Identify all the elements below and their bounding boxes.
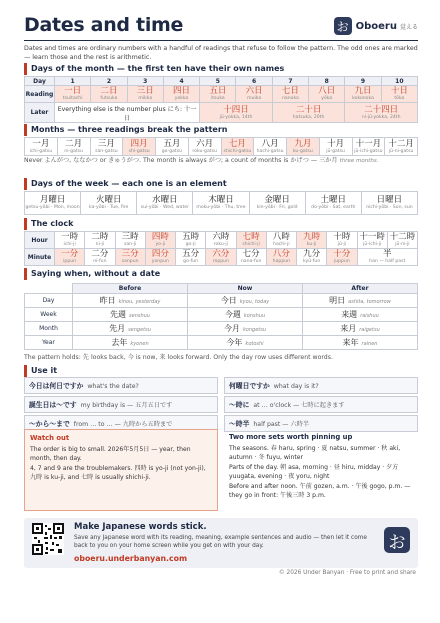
later-cell-reading: jū-yokka, 14th	[219, 114, 253, 120]
later-cell-kanji: 二十四日	[364, 104, 399, 115]
saying-before	[73, 336, 188, 350]
weekday-cell-reading: moku-yōbi · Thu, tree	[196, 205, 246, 210]
day-cell	[345, 86, 381, 103]
saying-reading: kotoshi	[245, 341, 264, 347]
later-cell-reading: hatsuka, 20th	[292, 114, 325, 120]
month-cell-kanji: 三月	[97, 138, 115, 149]
day-cell	[91, 86, 127, 103]
weekday-cell	[137, 192, 193, 215]
hour-cell-kanji: 五時	[182, 232, 200, 242]
use-phrase	[224, 396, 418, 413]
saying-kanji: 明日	[329, 296, 346, 305]
minute-cell-reading: sanpun	[121, 259, 139, 264]
saying-row-label: Day	[25, 294, 73, 308]
month-cell-reading: san-gatsu	[95, 148, 118, 154]
later-cell-reading: ni-jū-yokka, 24th	[361, 114, 401, 120]
day-cell-kanji: 五日	[209, 86, 227, 96]
day-cell	[127, 86, 163, 103]
row-label: Day	[25, 77, 55, 86]
weekday-cell-reading: sui-yōbi · Wed, water	[140, 205, 189, 210]
minute-cell	[357, 249, 418, 266]
weekday-cell-reading: kin-yōbi · Fri, gold	[256, 205, 298, 210]
use-phrase-en: at … o'clock — 七時に起きます	[253, 402, 345, 409]
day-cell-kanji: 一日	[64, 86, 82, 96]
use-phrase-en: half past — 六時半	[253, 421, 310, 428]
day-cell-reading: tōka	[394, 96, 405, 101]
saying-before	[73, 322, 188, 336]
day-number: 4	[163, 77, 199, 86]
day-cell-kanji: 八日	[318, 86, 336, 96]
minute-cell	[176, 249, 206, 266]
watch-p2: 4, 7 and 9 are the troublemakers. 四時 is yo-ji (not yon-ji), 九時 is ku-ji, and 七時 is usually shichi-ji.	[30, 465, 206, 481]
later-cell	[272, 103, 345, 123]
month-cell	[221, 138, 254, 156]
later-cell	[345, 103, 418, 123]
minute-cell	[145, 249, 175, 266]
month-cell-kanji: 八月	[261, 138, 279, 149]
hour-cell-kanji: 一時	[61, 232, 79, 242]
watch-out-box	[24, 429, 218, 511]
saying-kanji: 今週	[224, 310, 241, 319]
hour-cell-kanji: 十二時	[389, 232, 416, 242]
weekday-cell-kanji: 土曜日	[320, 195, 347, 205]
saying-reading: kinou, yesterday	[118, 299, 161, 305]
more-p3: Before and after noon. 午前 gozen, a.m. · 午後 gogo, p.m. — they go in front: 午後三時 3 p.m.	[229, 483, 411, 499]
use-phrase-jp: 〜時半	[229, 420, 250, 428]
minute-cell	[266, 249, 296, 266]
day-number: 5	[200, 77, 236, 86]
month-cell-kanji: 十一月	[355, 138, 382, 149]
month-cell-kanji: 七月	[228, 138, 246, 149]
later-cell-kanji: 二十日	[295, 104, 322, 115]
month-cell	[90, 138, 123, 156]
minute-cell-reading: ni-fun	[93, 259, 107, 264]
minute-cell	[85, 249, 115, 266]
saying-kanji: 昨日	[99, 296, 116, 305]
use-phrase-jp: 何曜日ですか	[229, 382, 270, 390]
minute-cell-kanji: 二分	[91, 249, 109, 259]
hour-cell-kanji: 八時	[272, 232, 290, 242]
minute-cell-kanji: 七分	[242, 249, 260, 259]
footer-title: Make Japanese words stick.	[74, 522, 207, 532]
saying-after	[303, 322, 418, 336]
use-phrase	[24, 377, 218, 394]
hour-cell	[206, 232, 236, 249]
day-cell-kanji: 四日	[173, 86, 191, 96]
day-number: 7	[272, 77, 308, 86]
weekday-cell-kanji: 水曜日	[152, 195, 178, 205]
section-months: Months — three readings break the pattern	[24, 124, 418, 136]
saying-now	[188, 308, 303, 322]
day-number: 8	[309, 77, 345, 86]
section-saying: Saying when, without a date	[24, 268, 418, 280]
section-use: Use it	[24, 365, 418, 377]
weekday-cell-kanji: 月曜日	[39, 195, 66, 205]
hour-cell	[387, 232, 417, 249]
day-cell-kanji: 七日	[281, 86, 299, 96]
day-cell	[381, 86, 417, 103]
minute-cell-kanji: 三分	[121, 249, 139, 259]
days-table	[24, 76, 418, 123]
use-phrase-jp: 〜から〜まで	[29, 420, 70, 428]
saying-header: Now	[188, 284, 303, 294]
later-cell-kanji: 十四日	[223, 104, 249, 115]
day-cell-kanji: 三日	[136, 86, 154, 96]
minute-cell-kanji: 一分	[61, 249, 79, 259]
minute-cell-kanji: 四分	[151, 249, 169, 259]
header	[24, 14, 418, 40]
hour-cell-reading: yo-ji	[155, 242, 166, 247]
watch-title: Watch out	[30, 434, 70, 442]
month-cell-reading: go-gatsu	[161, 148, 183, 154]
page-title: Dates and time	[24, 14, 184, 36]
hour-cell-kanji: 十一時	[359, 232, 385, 242]
weekday-cell	[193, 192, 249, 215]
saying-kanji: 来月	[340, 324, 357, 333]
hour-cell-reading: ni-ji	[95, 242, 105, 247]
use-phrase-jp: 誕生日は〜です	[29, 401, 77, 409]
hour-cell	[236, 232, 266, 249]
row-label: Later	[25, 103, 55, 123]
saying-before	[73, 294, 188, 308]
day-number: 10	[381, 77, 417, 86]
months-note: Never よんがつ, ななかつ or きゅうがつ. The month is always がつ; a count of months is かげつ — 三か月 three months.	[24, 157, 379, 164]
weekday-cell	[305, 192, 361, 215]
hour-cell-reading: go-ji	[185, 242, 196, 247]
saying-table	[24, 283, 418, 350]
month-cell-reading: hachi-gatsu	[256, 148, 284, 154]
day-cell	[309, 86, 345, 103]
hour-cell-kanji: 七時	[242, 232, 260, 242]
minute-cell-reading: kyū-fun	[303, 259, 321, 264]
month-cell-kanji: 十月	[327, 138, 345, 149]
day-cell-reading: nanoka	[282, 96, 299, 101]
day-cell-reading: kokonoka	[352, 96, 374, 101]
hour-cell	[85, 232, 115, 249]
use-phrase-jp: 〜時に	[229, 401, 250, 409]
weekday-cell	[361, 192, 417, 215]
minute-cell	[55, 249, 85, 266]
use-phrase-en: from … to … — 九時から五時まで	[73, 421, 173, 428]
row-label: Hour	[25, 232, 55, 249]
month-cell-reading: jū-ni-gatsu	[388, 148, 414, 154]
month-cell-reading: shi-gatsu	[128, 148, 150, 154]
minute-cell-reading: han — half past	[369, 259, 406, 264]
month-cell-reading: jū-ichi-gatsu	[354, 148, 383, 154]
month-cell	[254, 138, 287, 156]
saying-after	[303, 336, 418, 350]
header-divider	[24, 40, 418, 41]
minute-cell-reading: go-fun	[183, 259, 199, 264]
saying-kanji: 先月	[109, 324, 126, 333]
saying-kanji: 来週	[341, 310, 358, 319]
weekday-cell-kanji: 日曜日	[376, 195, 403, 205]
hour-cell-kanji: 四時	[151, 232, 169, 242]
saying-reading: sengetsu	[128, 327, 151, 333]
day-cell-kanji: 十日	[390, 86, 408, 96]
later-note: Everything else is the number plus にち: 十一日	[55, 103, 200, 123]
weekday-cell	[81, 192, 137, 215]
hour-cell-reading: hachi-ji	[273, 242, 290, 247]
saying-header: After	[303, 284, 418, 294]
minute-cell-reading: roppun	[212, 259, 229, 264]
saying-after	[303, 308, 418, 322]
saying-kanji: 去年	[111, 338, 128, 347]
saying-row-label: Week	[25, 308, 73, 322]
hour-cell	[266, 232, 296, 249]
day-cell-reading: itsuka	[210, 96, 225, 101]
saying-kanji: 先週	[110, 310, 127, 319]
brand-sub: 覚える	[399, 23, 418, 31]
footer-logo-icon: お	[384, 527, 410, 553]
more-sets-box	[224, 429, 418, 511]
brand-logo-icon: お	[334, 17, 352, 35]
saying-reading: senshuu	[129, 313, 150, 319]
day-cell-reading: mikka	[138, 96, 153, 101]
day-cell-kanji: 九日	[354, 86, 372, 96]
minute-cell-kanji: 十分	[333, 249, 351, 259]
hour-cell-kanji: 十時	[333, 232, 351, 242]
section-days: Days of the month — the first ten have their own names	[24, 63, 418, 75]
month-cell	[352, 138, 385, 156]
saying-now	[188, 294, 303, 308]
later-cell	[200, 103, 273, 123]
watch-p1: The order is big to small. 2026年5月5日 — year, then month, then day.	[30, 446, 191, 462]
day-number: 2	[91, 77, 127, 86]
minute-cell-reading: yonpun	[151, 259, 169, 264]
weekday-cell-kanji: 火曜日	[95, 195, 122, 205]
month-cell-reading: ni-gatsu	[64, 148, 83, 154]
minute-cell-kanji: 半	[382, 249, 392, 259]
month-cell-kanji: 六月	[196, 138, 214, 149]
more-title: Two more sets worth pinning up	[229, 433, 353, 441]
minute-cell-kanji: 九分	[303, 249, 321, 259]
hour-cell-reading: san-ji	[123, 242, 137, 247]
month-cell-reading: shichi-gatsu	[223, 148, 252, 154]
minute-cell-reading: happun	[272, 259, 291, 264]
hour-cell	[297, 232, 327, 249]
minute-cell-reading: juppun	[333, 259, 350, 264]
month-cell	[188, 138, 221, 156]
saying-kanji: 来年	[342, 338, 359, 347]
hour-cell	[176, 232, 206, 249]
copyright: © 2026 Under Banyan · Free to print and share	[278, 570, 416, 576]
saying-row-label: Year	[25, 336, 73, 350]
hour-cell-reading: shichi-ji	[242, 242, 260, 247]
weekdays-table	[24, 191, 418, 215]
minute-cell-kanji: 八分	[272, 249, 290, 259]
saying-reading: ashita, tomorrow	[348, 299, 391, 305]
minute-cell-reading: nana-fun	[240, 259, 262, 264]
day-cell-kanji: 六日	[245, 86, 263, 96]
use-phrase-jp: 今日は何日ですか	[29, 382, 84, 390]
day-cell	[163, 86, 199, 103]
brand-name: Oboeru	[355, 20, 397, 32]
clock-table	[24, 231, 418, 266]
saying-kanji: 今年	[226, 338, 243, 347]
months-table	[24, 137, 418, 156]
saying-reading: kyou, today	[239, 299, 270, 305]
month-cell-reading: roku-gatsu	[192, 148, 217, 154]
weekday-cell-kanji: 木曜日	[208, 195, 234, 205]
hour-cell-reading: ku-ji	[306, 242, 317, 247]
section-clock: The clock	[24, 218, 418, 230]
saying-reading: kongetsu	[242, 327, 267, 333]
more-p1: The seasons. 春 haru, spring · 夏 natsu, summer · 秋 aki, autumn · 冬 fuyu, winter	[229, 445, 401, 461]
footer-desc: Save any Japanese word with its reading, meaning, example sentences and audio — then let it come back to you on your home screen while you get on with your day.	[74, 535, 367, 549]
weekday-cell-reading: nichi-yōbi · Sun, sun	[366, 205, 413, 210]
minute-cell	[236, 249, 266, 266]
day-number: 1	[55, 77, 91, 86]
weekday-cell	[25, 192, 81, 215]
day-cell-reading: muika	[247, 96, 262, 101]
month-cell-kanji: 五月	[163, 138, 181, 149]
month-cell-kanji: 四月	[130, 138, 148, 149]
hour-cell-kanji: 二時	[91, 232, 109, 242]
month-cell-reading: ichi-gatsu	[29, 148, 53, 154]
weekday-cell	[249, 192, 305, 215]
weekday-cell-reading: do-yōbi · Sat, earth	[311, 205, 356, 210]
minute-cell	[297, 249, 327, 266]
day-cell	[55, 86, 91, 103]
day-cell-reading: yōka	[321, 96, 333, 101]
hour-cell-reading: roku-ji	[213, 242, 228, 247]
month-cell	[287, 138, 320, 156]
month-cell-kanji: 九月	[294, 138, 312, 149]
section-weekdays: Days of the week — each one is an element	[24, 178, 418, 190]
hour-cell-reading: jū-ji	[337, 242, 347, 247]
saying-reading: raigetsu	[359, 327, 380, 333]
saying-after	[303, 294, 418, 308]
saying-row-label: Month	[25, 322, 73, 336]
day-cell	[236, 86, 272, 103]
hour-cell-reading: ichi-ji	[63, 242, 76, 247]
day-cell-reading: yokka	[174, 96, 189, 101]
month-cell	[385, 138, 418, 156]
hour-cell	[357, 232, 387, 249]
month-cell-kanji: 一月	[32, 138, 50, 149]
day-number: 9	[345, 77, 381, 86]
promo-footer	[24, 518, 418, 568]
use-phrase	[224, 377, 418, 394]
brand[interactable]	[334, 17, 418, 35]
saying-now	[188, 322, 303, 336]
hour-cell	[115, 232, 145, 249]
minute-cell	[327, 249, 357, 266]
month-cell-kanji: 二月	[65, 138, 83, 149]
day-cell-reading: tsuitachi	[62, 96, 83, 101]
footer-link[interactable]: oboeru.underbanyan.com	[74, 554, 188, 563]
weekday-cell-reading: ka-yōbi · Tue, fire	[89, 205, 129, 210]
intro-text: Dates and times are ordinary numbers with a handful of readings that refuse to follow the pattern. The odd ones are marked — learn those and the rest is arithmetic.	[24, 45, 418, 61]
hour-cell	[327, 232, 357, 249]
minute-cell-kanji: 六分	[212, 249, 230, 259]
day-number: 3	[127, 77, 163, 86]
hour-cell-kanji: 九時	[303, 232, 321, 242]
row-label: Minute	[25, 249, 55, 266]
day-cell	[200, 86, 236, 103]
hour-cell	[55, 232, 85, 249]
use-phrase	[24, 396, 218, 413]
saying-header: Before	[73, 284, 188, 294]
month-cell	[319, 138, 352, 156]
saying-kanji: 今日	[220, 296, 237, 305]
saying-kanji: 今月	[223, 324, 240, 333]
month-cell	[57, 138, 90, 156]
minute-cell	[206, 249, 236, 266]
saying-reading: raishuu	[360, 313, 379, 319]
use-phrase-en: what day is it?	[273, 383, 319, 390]
month-cell	[25, 138, 58, 156]
more-p2: Parts of the day. 朝 asa, morning · 昼 hiru, midday · 夕方 yuugata, evening · 夜 yoru, night	[229, 464, 399, 480]
weekday-cell-reading: getsu-yōbi · Mon, moon	[25, 205, 80, 210]
hour-cell-reading: jū-ichi-ji	[363, 242, 382, 247]
saying-reading: rainen	[361, 341, 378, 347]
hour-cell-kanji: 六時	[212, 232, 230, 242]
day-number: 6	[236, 77, 272, 86]
day-cell-kanji: 二日	[100, 86, 118, 96]
use-phrase-en: what's the date?	[87, 383, 139, 390]
minute-cell	[115, 249, 145, 266]
saying-reading: kyonen	[130, 341, 149, 347]
month-cell-reading: ku-gatsu	[292, 148, 313, 154]
saying-now	[188, 336, 303, 350]
use-phrase-en: my birthday is — 五月五日です	[80, 402, 173, 409]
saying-reading: konshuu	[243, 313, 266, 319]
minute-cell-reading: ippun	[63, 259, 77, 264]
month-cell-reading: jū-gatsu	[326, 148, 345, 154]
minute-cell-kanji: 五分	[182, 249, 200, 259]
qr-code-icon[interactable]	[32, 523, 64, 555]
weekday-cell-kanji: 金曜日	[264, 195, 290, 205]
month-cell	[156, 138, 189, 156]
hour-cell-kanji: 三時	[121, 232, 139, 242]
saying-before	[73, 308, 188, 322]
hour-cell-reading: jū-ni-ji	[395, 242, 410, 247]
row-label: Reading	[25, 86, 55, 103]
day-cell	[272, 86, 308, 103]
month-cell-kanji: 十二月	[388, 138, 414, 149]
day-cell-reading: futsuka	[100, 96, 118, 101]
hour-cell	[145, 232, 175, 249]
saying-note: The pattern holds: 先 looks back, 今 is now, 来 looks forward. Only the day row uses different words.	[24, 354, 333, 361]
month-cell	[123, 138, 156, 156]
